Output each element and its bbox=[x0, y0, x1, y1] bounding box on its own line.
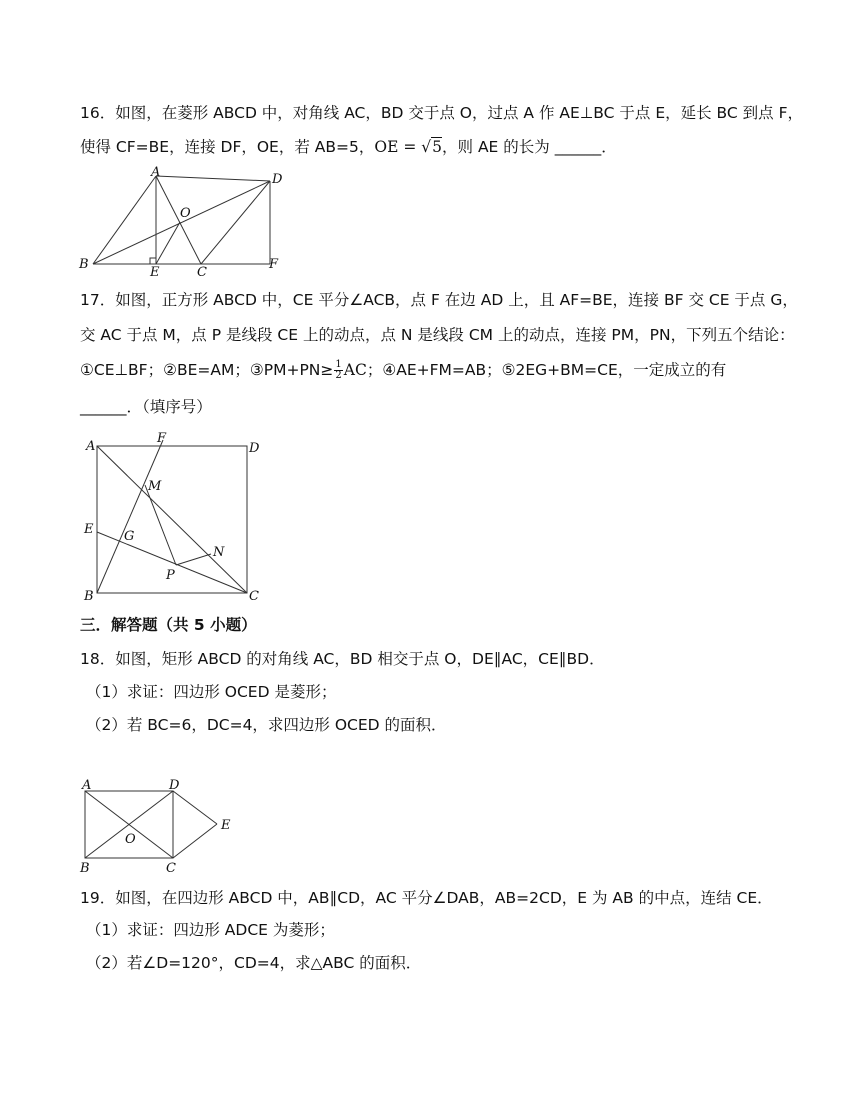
q16-text-a: 使得 CF=BE，连接 DF，OE，若 AB=5， bbox=[80, 138, 375, 156]
q19-line-1: 19．如图，在四边形 ABCD 中，AB∥CD，AC 平分∠DAB，AB=2CD，E 为 AB 的中点，连结 CE． bbox=[80, 889, 773, 907]
q16-figure bbox=[76, 166, 286, 278]
q16-line-1: 16．如图，在菱形 ABCD 中，对角线 AC，BD 交于点 O，过点 A 作 AE⊥BC 于点 E，延长 BC 到点 F， bbox=[80, 104, 803, 122]
q17-text-b: ；④AE+FM=AB；⑤2EG+BM=CE，一定成立的有 bbox=[366, 361, 727, 379]
sqrt-symbol: √5 bbox=[421, 138, 443, 156]
q19-line-3: （2）若∠D=120°，CD=4，求△ABC 的面积． bbox=[86, 954, 422, 972]
q17-ac: AC bbox=[343, 361, 367, 379]
q17-line-3 bbox=[80, 360, 726, 381]
q18-line-3: （2）若 BC=6，DC=4，求四边形 OCED 的面积． bbox=[86, 716, 447, 734]
q17-line-2: 交 AC 于点 M，点 P 是线段 CE 上的动点，点 N 是线段 CM 上的动点，连接 PM，PN，下列五个结论： bbox=[80, 326, 795, 344]
label-p: P bbox=[166, 568, 175, 583]
label-o: O bbox=[180, 206, 191, 221]
q17-line-1: 17．如图，正方形 ABCD 中，CE 平分∠ACB，点 F 在边 AD 上，且 AF=BE，连接 BF 交 CE 于点 G， bbox=[80, 291, 798, 309]
label-c: C bbox=[166, 861, 176, 876]
label-e: E bbox=[221, 818, 231, 833]
q17-line-4: ______．（填序号） bbox=[80, 398, 212, 416]
q19-line-2: （1）求证：四边形 ADCE 为菱形； bbox=[86, 921, 335, 939]
q16-line-2 bbox=[80, 137, 617, 157]
label-n: N bbox=[213, 545, 225, 560]
q16-text-b: ，则 AE 的长为 ______． bbox=[442, 138, 617, 156]
section-heading: 三．解答题（共 5 小题） bbox=[80, 616, 257, 634]
label-f: F bbox=[157, 431, 167, 446]
q18-figure bbox=[76, 774, 246, 880]
label-b: B bbox=[80, 861, 90, 876]
label-o: O bbox=[125, 832, 136, 847]
label-d: D bbox=[272, 172, 283, 187]
label-b: B bbox=[79, 257, 89, 272]
q18-line-1: 18．如图，矩形 ABCD 的对角线 AC，BD 相交于点 O，DE∥AC，CE∥BD． bbox=[80, 650, 605, 668]
label-c: C bbox=[197, 265, 207, 278]
q18-line-2: （1）求证：四边形 OCED 是菱形； bbox=[86, 683, 337, 701]
label-a: A bbox=[82, 778, 92, 793]
label-m: M bbox=[148, 479, 162, 494]
q17-text-a: ①CE⊥BF；②BE=AM；③PM+PN≥ bbox=[80, 361, 334, 379]
label-c: C bbox=[249, 589, 259, 604]
label-d: D bbox=[249, 441, 260, 456]
label-b: B bbox=[84, 589, 94, 604]
label-a: A bbox=[151, 166, 161, 180]
label-e: E bbox=[84, 522, 94, 537]
label-a: A bbox=[86, 439, 96, 454]
label-e: E bbox=[150, 265, 160, 278]
fraction-half: $\frac{1}{2}$ bbox=[335, 359, 342, 381]
label-d: D bbox=[169, 778, 180, 793]
label-g: G bbox=[124, 529, 135, 544]
q17-figure bbox=[78, 428, 268, 604]
label-f: F bbox=[269, 257, 279, 272]
q16-oe-label: OE = bbox=[374, 138, 422, 156]
